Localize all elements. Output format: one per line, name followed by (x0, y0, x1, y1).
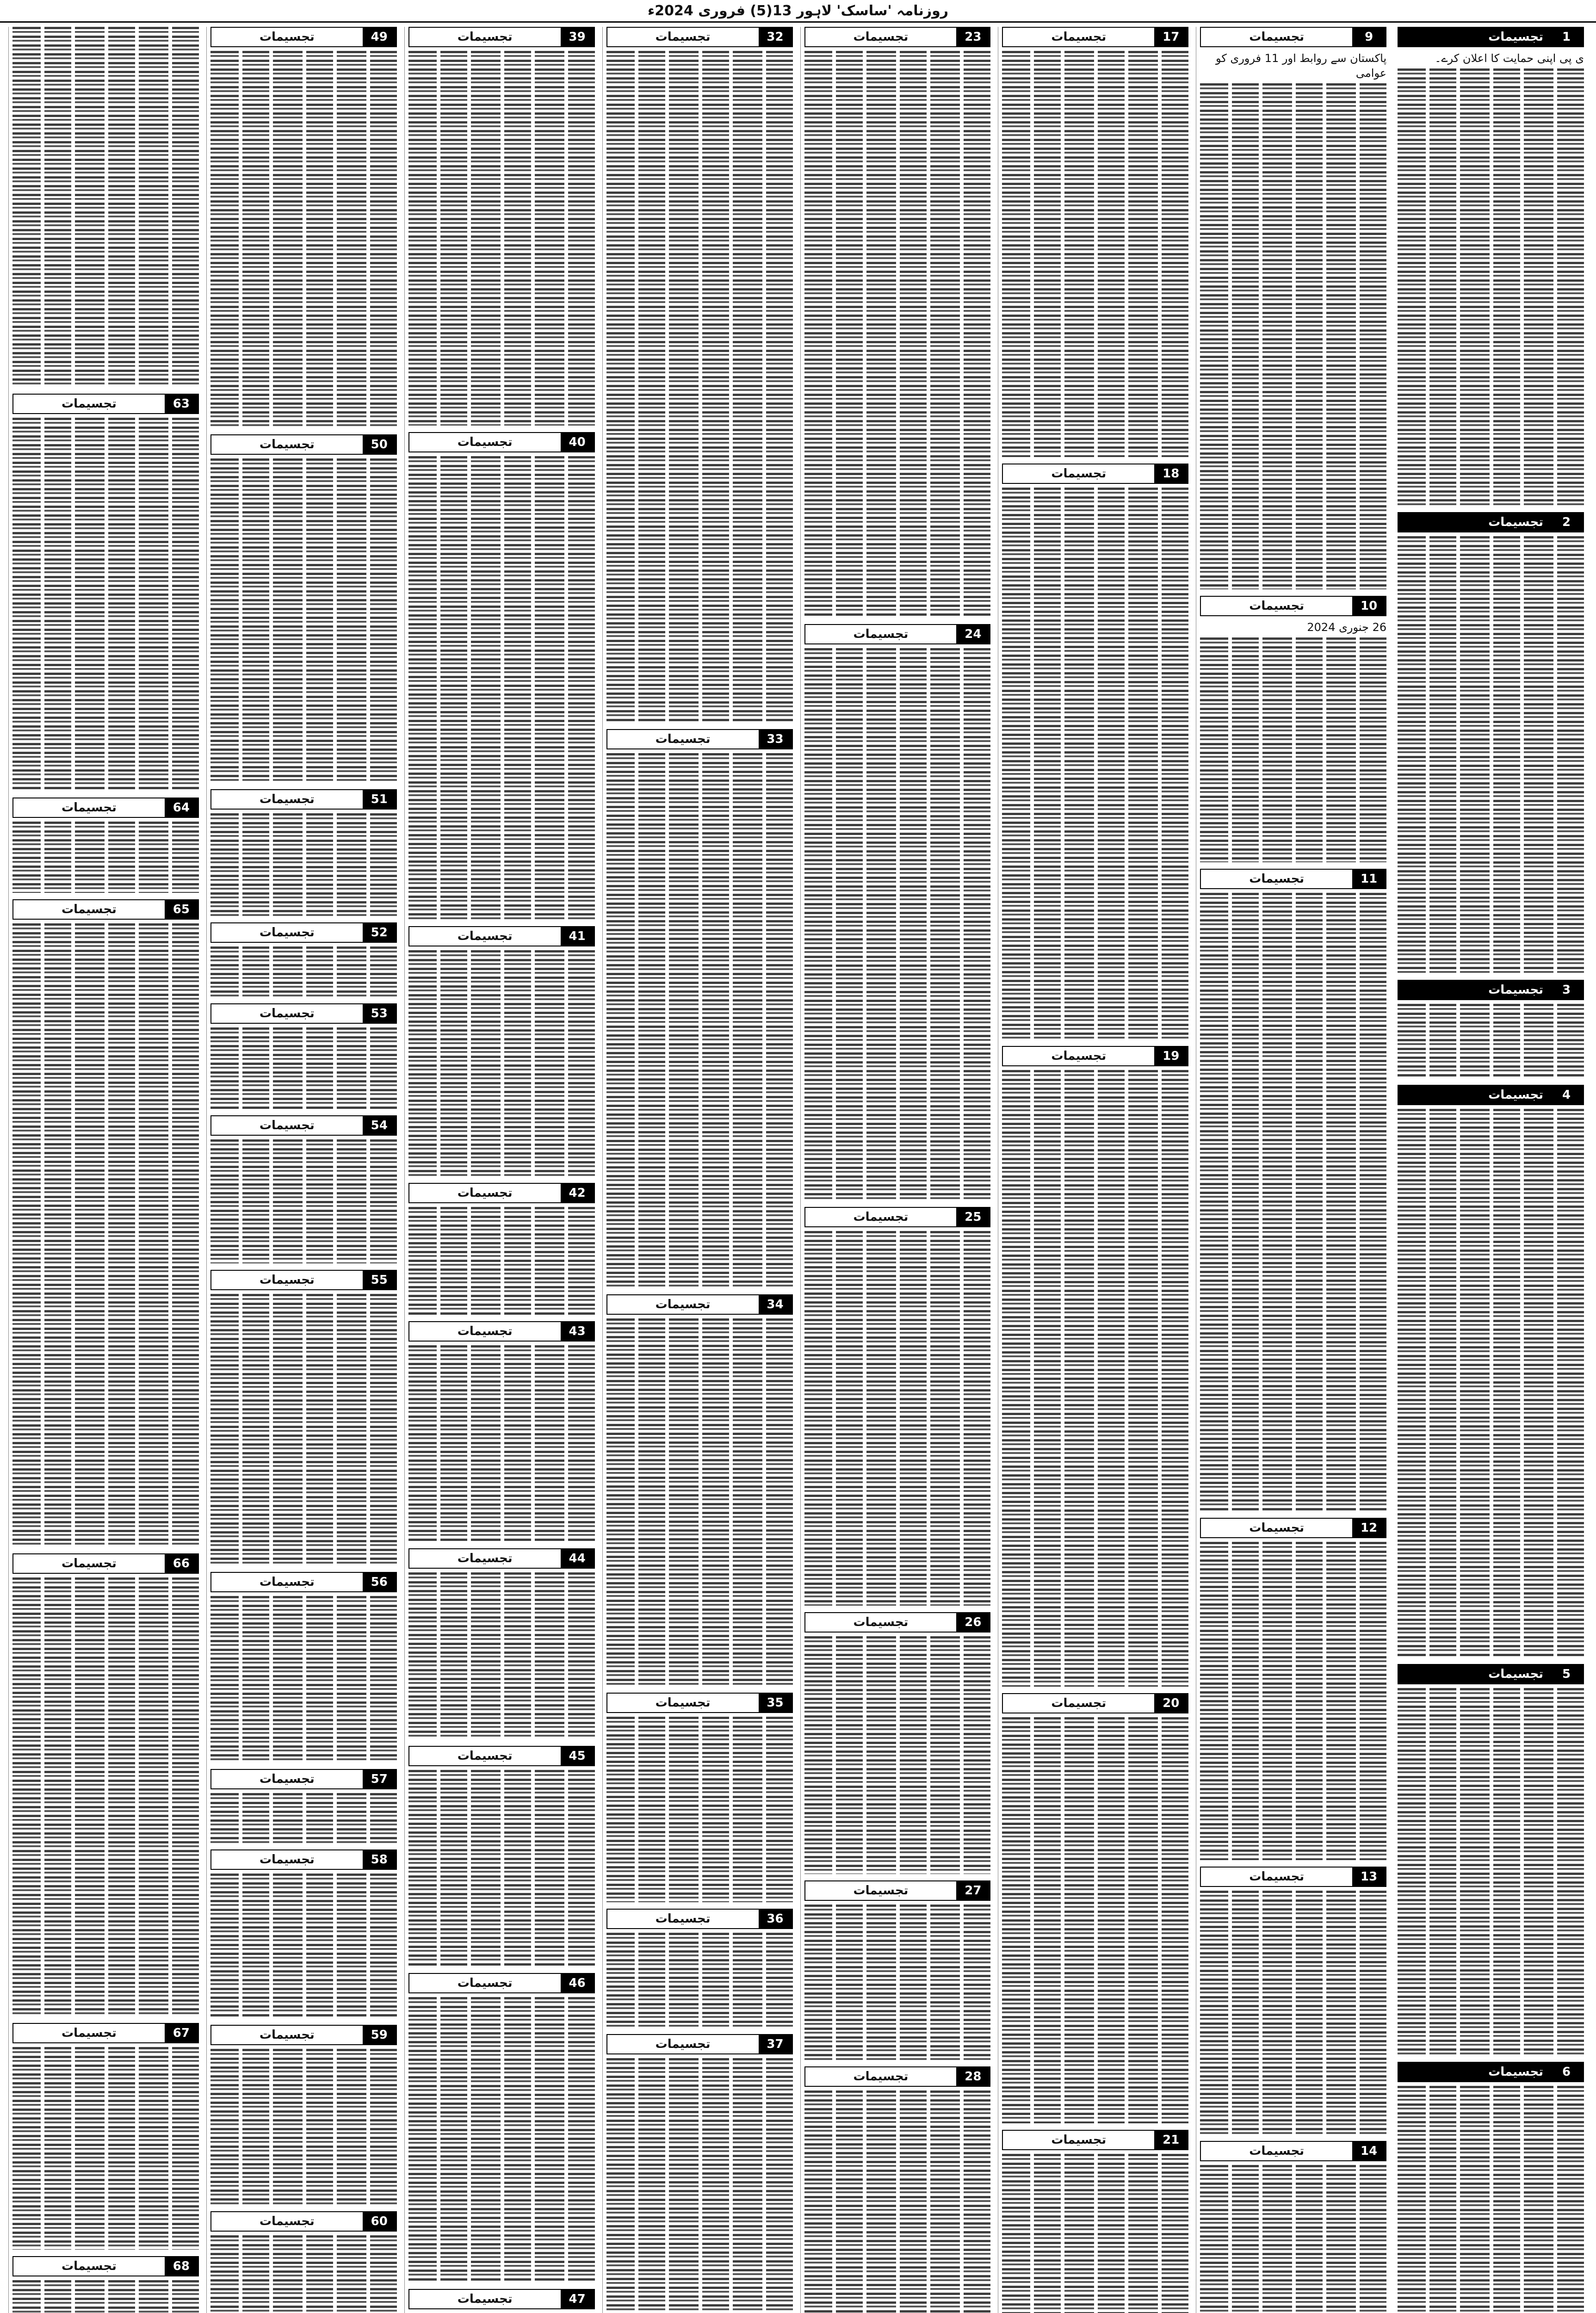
item-header (210, 2211, 397, 2232)
item-label: تجسیمات (1051, 467, 1107, 481)
news-item (408, 1973, 595, 2282)
news-item (1398, 980, 1584, 1078)
item-body-text (1398, 1688, 1584, 2055)
item-number: 6 (1550, 2063, 1583, 2081)
news-item (408, 1321, 595, 1542)
news-item (804, 1880, 991, 2060)
item-header (210, 1849, 397, 1870)
news-item (1398, 2062, 1584, 2313)
item-number: 12 (1352, 1519, 1386, 1537)
item-body-text (804, 648, 991, 1201)
item-body-text (606, 51, 793, 723)
item-body-text (408, 456, 595, 920)
item-number: 42 (561, 1184, 594, 1202)
item-body-text (1200, 893, 1386, 1511)
item-header (408, 1183, 595, 1203)
item-number: 67 (165, 2024, 198, 2042)
item-body-text (1200, 83, 1386, 589)
news-column (1394, 27, 1588, 2313)
news-item (1200, 1867, 1386, 2134)
news-item (210, 1769, 397, 1843)
item-header (1002, 464, 1188, 484)
item-body-text (408, 1770, 595, 1967)
item-number: 37 (759, 2035, 792, 2053)
item-header (12, 2023, 199, 2043)
item-label: تجسیمات (457, 929, 513, 944)
item-label: تجسیمات (61, 397, 117, 411)
item-body-text (210, 458, 397, 783)
item-label: تجسیمات (259, 1852, 315, 1867)
news-item (12, 394, 199, 791)
item-number: 4 (1550, 1086, 1583, 1104)
item-number: 58 (363, 1850, 396, 1869)
item-number: 20 (1154, 1694, 1188, 1713)
item-number: 49 (363, 28, 396, 46)
item-label: تجسیمات (655, 1298, 711, 1312)
news-item (606, 2034, 793, 2313)
item-body-text (408, 1345, 595, 1542)
item-label: تجسیمات (1249, 1870, 1305, 1884)
news-item (210, 2211, 397, 2313)
item-label: تجسیمات (1398, 513, 1550, 532)
news-item (804, 624, 991, 1201)
item-body-text (1200, 637, 1386, 862)
item-number: 63 (165, 395, 198, 413)
item-body-text (804, 1231, 991, 1606)
item-number: 17 (1154, 28, 1188, 46)
item-number: 40 (561, 433, 594, 451)
news-item (804, 1612, 991, 1874)
news-item (408, 926, 595, 1176)
news-item (804, 27, 991, 618)
item-label: تجسیمات (1398, 2063, 1550, 2081)
news-item (210, 1849, 397, 2019)
item-body-text (12, 2047, 199, 2250)
item-body-text (12, 822, 199, 893)
item-body-text (804, 1636, 991, 1874)
news-item (1002, 1693, 1188, 2123)
item-header (1200, 596, 1386, 616)
item-header (210, 1003, 397, 1024)
item-body-text (1398, 1109, 1584, 1657)
item-header (606, 729, 793, 749)
item-number: 24 (956, 625, 990, 643)
item-header (210, 2025, 397, 2045)
item-body-text (1002, 488, 1188, 1039)
item-label: تجسیمات (1249, 599, 1305, 613)
item-number: 66 (165, 1554, 198, 1573)
item-header (408, 2289, 595, 2309)
item-label: تجسیمات (457, 2292, 513, 2307)
item-label: تجسیمات (259, 2028, 315, 2042)
item-label: تجسیمات (1249, 30, 1305, 44)
item-number: 56 (363, 1573, 396, 1591)
item-header (408, 926, 595, 946)
news-item (12, 798, 199, 893)
item-body-text (1398, 536, 1584, 973)
news-column (404, 27, 599, 2313)
news-item (804, 1207, 991, 1606)
item-number: 1 (1550, 28, 1583, 46)
item-header (210, 27, 397, 47)
news-column (206, 27, 401, 2313)
item-body-text (606, 2058, 793, 2313)
item-label: تجسیمات (1249, 2144, 1305, 2158)
item-label: تجسیمات (1249, 1521, 1305, 1535)
item-header (1200, 27, 1386, 47)
item-number: 14 (1352, 2142, 1386, 2160)
item-number: 45 (561, 1747, 594, 1765)
item-header (408, 1321, 595, 1342)
item-number: 43 (561, 1322, 594, 1341)
news-item (804, 2066, 991, 2313)
item-number: 28 (956, 2067, 990, 2086)
item-header (408, 432, 595, 452)
item-label: تجسیمات (655, 1696, 711, 1710)
news-item (12, 27, 199, 387)
item-number: 64 (165, 798, 198, 817)
item-body-text (210, 1139, 397, 1263)
news-item (210, 789, 397, 916)
item-body-text (1200, 2165, 1386, 2313)
item-header (1002, 1693, 1188, 1713)
item-body-text (606, 1318, 793, 1686)
item-header (804, 1612, 991, 1633)
item-label: تجسیمات (1398, 981, 1550, 999)
item-body-text (1002, 2154, 1188, 2313)
item-label: تجسیمات (457, 435, 513, 449)
item-snippet: پاکستان سے روابط اور 11 فروری کو عوامی (1215, 52, 1387, 80)
news-item (606, 729, 793, 1288)
news-item (1200, 596, 1386, 862)
item-body-text (804, 51, 991, 618)
item-label: تجسیمات (259, 30, 315, 44)
item-header (210, 789, 397, 810)
item-number: 53 (363, 1004, 396, 1023)
item-label: تجسیمات (259, 1575, 315, 1589)
item-body-text (210, 51, 397, 428)
item-label: تجسیمات (259, 1006, 315, 1020)
item-label: تجسیمات (1249, 872, 1305, 886)
item-header (606, 1909, 793, 1929)
item-number: 36 (759, 1910, 792, 1928)
item-header (1398, 512, 1584, 532)
item-body-text (1398, 1004, 1584, 1078)
item-label: تجسیمات (61, 801, 117, 815)
item-body-text (12, 1577, 199, 2017)
item-number: 5 (1550, 1665, 1583, 1683)
item-body-text (408, 1207, 595, 1314)
item-header (1398, 1664, 1584, 1684)
item-body-text (1200, 1891, 1386, 2134)
news-item (210, 1003, 397, 1109)
news-item (1398, 1085, 1584, 1657)
item-header (408, 1548, 595, 1569)
news-item (1002, 27, 1188, 457)
item-body-text (1002, 1070, 1188, 1686)
item-label: تجسیمات (61, 903, 117, 917)
item-header (1200, 869, 1386, 889)
item-number: 57 (363, 1770, 396, 1788)
item-number: 68 (165, 2257, 198, 2276)
item-label: تجسیمات (655, 30, 711, 44)
item-body-text (408, 51, 595, 426)
item-header (12, 899, 199, 920)
item-label: تجسیمات (1398, 1665, 1550, 1683)
news-column (8, 27, 203, 2313)
item-body-text (210, 1027, 397, 1109)
item-body-text (1200, 1542, 1386, 1861)
item-snippet: 26 جنوری 2024 (1307, 620, 1387, 634)
item-label: تجسیمات (61, 2259, 117, 2274)
item-number: 3 (1550, 981, 1583, 999)
item-body-text (210, 2235, 397, 2313)
item-header (210, 1572, 397, 1592)
item-number: 35 (759, 1694, 792, 1712)
item-header (1398, 980, 1584, 1000)
news-item (1398, 27, 1584, 506)
masthead-title: روزنامہ 'ساسک' لاہور 13(5) فروری 2024ء (647, 2, 949, 19)
item-body-text (804, 1905, 991, 2060)
item-body-text (12, 418, 199, 791)
item-header (804, 624, 991, 644)
item-number: 2 (1550, 513, 1583, 532)
news-item (1398, 512, 1584, 973)
item-number: 32 (759, 28, 792, 46)
item-header (804, 27, 991, 47)
item-label: تجسیمات (259, 437, 315, 451)
item-label: تجسیمات (853, 30, 909, 44)
item-body-text (210, 946, 397, 996)
item-header (804, 2066, 991, 2087)
news-item (408, 27, 595, 426)
item-header (210, 1115, 397, 1136)
item-header (1398, 27, 1584, 47)
item-body-text (210, 813, 397, 916)
item-body-text (210, 1596, 397, 1762)
item-body-text (606, 1933, 793, 2027)
item-number: 18 (1154, 464, 1188, 483)
item-header (1002, 1046, 1188, 1066)
news-item (1200, 2141, 1386, 2313)
item-label: تجسیمات (1051, 30, 1107, 44)
item-header (1398, 1085, 1584, 1105)
news-item (1398, 1664, 1584, 2055)
news-item (1200, 27, 1386, 589)
item-body-text (1002, 1717, 1188, 2123)
item-label: تجسیمات (655, 2037, 711, 2051)
newspaper-page (8, 27, 1588, 2313)
item-number: 33 (759, 730, 792, 748)
item-number: 47 (561, 2290, 594, 2308)
item-number: 10 (1352, 597, 1386, 615)
news-column (602, 27, 797, 2313)
item-number: 13 (1352, 1868, 1386, 1886)
item-label: تجسیمات (655, 732, 711, 746)
item-label: تجسیمات (259, 2214, 315, 2228)
item-label: تجسیمات (61, 2026, 117, 2041)
news-item (1200, 1518, 1386, 1861)
item-body-text (1002, 51, 1188, 457)
item-number: 46 (561, 1974, 594, 1992)
news-item (1200, 869, 1386, 1511)
news-item (210, 27, 397, 428)
item-body-text (210, 1294, 397, 1565)
news-column (998, 27, 1192, 2313)
news-item (12, 1553, 199, 2017)
item-body-text (606, 753, 793, 1288)
item-number: 34 (759, 1295, 792, 1314)
item-label: تجسیمات (853, 1615, 909, 1630)
news-item (606, 1693, 793, 1902)
item-body-text (12, 27, 199, 387)
item-header (210, 922, 397, 943)
item-header (1002, 2130, 1188, 2150)
item-body-text (408, 1997, 595, 2282)
news-column (1196, 27, 1390, 2313)
item-header (1398, 2062, 1584, 2082)
item-body-text (210, 1874, 397, 2019)
item-body-text (408, 1572, 595, 1739)
item-header (1002, 27, 1188, 47)
item-body-text (12, 2280, 199, 2313)
item-body-text (210, 2049, 397, 2204)
item-label: تجسیمات (457, 1749, 513, 1763)
news-item (210, 434, 397, 783)
news-item (1002, 2130, 1188, 2313)
item-header (1200, 1867, 1386, 1887)
item-label: تجسیمات (61, 1556, 117, 1571)
item-body-text (12, 923, 199, 1547)
item-label: تجسیمات (853, 627, 909, 641)
item-number: 54 (363, 1116, 396, 1135)
item-number: 44 (561, 1549, 594, 1568)
news-item (606, 1909, 793, 2027)
item-number: 51 (363, 790, 396, 809)
item-label: تجسیمات (1051, 1696, 1107, 1710)
news-item (12, 2256, 199, 2313)
item-number: 19 (1154, 1047, 1188, 1065)
item-number: 25 (956, 1208, 990, 1226)
item-label: تجسیمات (1398, 1086, 1550, 1104)
item-body-text (1398, 68, 1584, 506)
item-header (210, 434, 397, 455)
item-header (12, 2256, 199, 2276)
item-label: تجسیمات (457, 1324, 513, 1338)
news-item (210, 1572, 397, 1762)
item-label: تجسیمات (259, 926, 315, 940)
news-item (408, 1746, 595, 1967)
item-header (606, 27, 793, 47)
item-body-text (1398, 2086, 1584, 2313)
item-header (606, 2034, 793, 2054)
item-label: تجسیمات (853, 2070, 909, 2084)
item-number: 11 (1352, 870, 1386, 888)
item-header (804, 1880, 991, 1901)
item-number: 59 (363, 2026, 396, 2044)
item-label: تجسیمات (457, 30, 513, 44)
item-header (408, 1746, 595, 1766)
item-number: 23 (956, 28, 990, 46)
item-body-text (606, 1717, 793, 1902)
item-label: تجسیمات (457, 1186, 513, 1200)
masthead (0, 0, 1596, 23)
news-item (408, 2289, 595, 2313)
item-body-text (210, 1793, 397, 1843)
item-label: تجسیمات (1051, 1049, 1107, 1064)
item-header (12, 394, 199, 414)
item-label: تجسیمات (457, 1976, 513, 1990)
news-item (408, 1183, 595, 1314)
item-header (1200, 2141, 1386, 2161)
news-item (210, 1115, 397, 1263)
news-item (408, 432, 595, 920)
news-item (1002, 1046, 1188, 1686)
news-item (210, 922, 397, 996)
item-header (606, 1294, 793, 1315)
item-number: 60 (363, 2212, 396, 2231)
item-body-text (804, 2090, 991, 2313)
news-item (606, 1294, 793, 1686)
item-label: تجسیمات (259, 1119, 315, 1133)
item-number: 41 (561, 927, 594, 946)
news-item (12, 2023, 199, 2250)
item-label: تجسیمات (259, 1772, 315, 1786)
item-header (804, 1207, 991, 1227)
item-label: تجسیمات (853, 1884, 909, 1898)
item-number: 26 (956, 1613, 990, 1632)
item-number: 9 (1352, 28, 1386, 46)
news-item (12, 899, 199, 1547)
item-number: 39 (561, 28, 594, 46)
item-body-text (408, 950, 595, 1176)
item-label: تجسیمات (259, 1273, 315, 1287)
item-label: تجسیمات (1398, 28, 1550, 46)
item-header (210, 1769, 397, 1789)
item-number: 27 (956, 1881, 990, 1900)
item-number: 21 (1154, 2131, 1188, 2149)
item-label: تجسیمات (1051, 2133, 1107, 2147)
item-header (210, 1270, 397, 1290)
item-header (408, 27, 595, 47)
item-number: 55 (363, 1271, 396, 1289)
news-item (606, 27, 793, 723)
news-item (408, 1548, 595, 1739)
item-snippet: ی پی اپنی حمایت کا اعلان کرے۔ (1435, 52, 1584, 65)
news-item (1002, 464, 1188, 1039)
item-header (12, 798, 199, 818)
item-label: تجسیمات (655, 1912, 711, 1926)
item-label: تجسیمات (259, 792, 315, 806)
item-number: 52 (363, 923, 396, 942)
item-label: تجسیمات (457, 1551, 513, 1565)
news-item (210, 1270, 397, 1565)
item-number: 50 (363, 435, 396, 454)
item-header (606, 1693, 793, 1713)
item-header (408, 1973, 595, 1993)
item-label: تجسیمات (853, 1210, 909, 1225)
item-number: 65 (165, 900, 198, 919)
news-column (800, 27, 995, 2313)
item-header (12, 1553, 199, 1574)
item-header (1200, 1518, 1386, 1538)
news-item (210, 2025, 397, 2204)
